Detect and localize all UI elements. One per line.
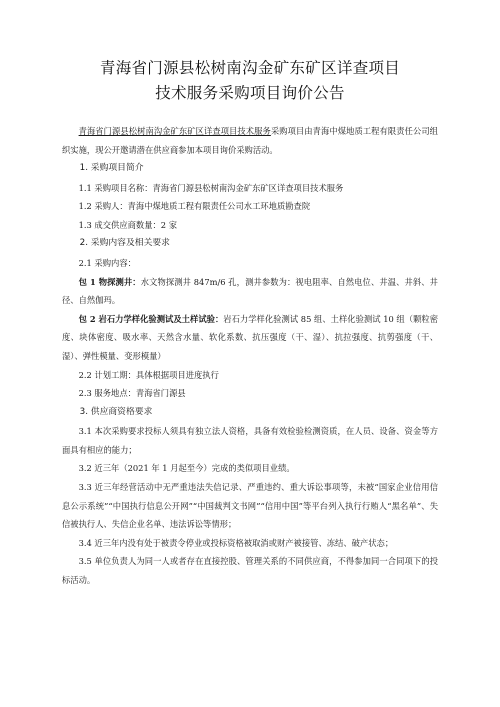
section-1-item-2: 1.2 采购人：青海中煤地质工程有限责任公司水工环地质勘查院 xyxy=(78,201,311,212)
package-1-text: 水文物探测井 847m/6 孔，测井参数为：视电阻率、自然电位、井温、井斜、井径、自然伽玛。 xyxy=(62,276,438,306)
section-3-item-1: 3.1 本次采购要求投标人须具有独立法人资格，具备有效检验检测资质，在人员、设备、资金等方面具有相应的能力； xyxy=(62,426,438,455)
section-1-item-3: 1.3 成交供应商数量：2 家 xyxy=(78,219,178,230)
section-3-item-4: 3.4 近三年内没有处于被责令停业或投标资格被取消或财产被接管、冻结、破产状态； xyxy=(78,537,394,548)
intro-project-name: 青海省门源县松树南沟金矿东矿区详查项目技术服务 xyxy=(78,126,271,136)
section-1-item-1: 1.1 采购项目名称：青海省门源县松树南沟金矿东矿区详查项目技术服务 xyxy=(78,182,344,193)
section-2-item-1: 2.1 采购内容： xyxy=(78,257,136,268)
section-1-heading: 1. 采购项目简介 xyxy=(79,163,144,174)
document-title-line-1: 青海省门源县松树南沟金矿东矿区详查项目 xyxy=(99,59,401,77)
intro-paragraph xyxy=(62,122,438,159)
package-1-paragraph xyxy=(62,273,438,310)
package-2-label: 包 2 岩石力学样化验测试及土样试验： xyxy=(78,313,224,324)
section-2-item-2: 2.2 计划工期：具体根据项目进度执行 xyxy=(78,369,219,380)
section-3-item-5: 3.5 单位负责人为同一人或者存在直接控股、管理关系的不同供应商，不得参加同一合同项下的投标活动。 xyxy=(62,556,438,585)
section-3-item-2: 3.2 近三年（2021 年 1 月起至今）完成的类似项目业绩。 xyxy=(78,463,295,474)
package-1-label: 包 1 物探测井： xyxy=(78,276,141,287)
package-2-text: 岩石力学样化验测试 85 组、土样化验测试 10 组（颗粒密度、块体密度、吸水率、天然含水量、软化系数、抗压强度（干、湿）、抗拉强度、抗剪强度（干、湿）、弹性模量、变形模量） xyxy=(62,313,438,361)
package-2-paragraph xyxy=(62,310,438,366)
section-2-item-3: 2.3 服务地点：青海省门源县 xyxy=(78,388,186,399)
section-2-heading: 2. 采购内容及相关要求 xyxy=(79,238,170,249)
section-3-item-3: 3.3 近三年经营活动中无严重违法失信记录、严重违约、重大诉讼事项等，未被“国家企业信用信息公示系统”“中国执行信息公开网”“中国裁判文书网”“信用中国”等平台列入执行行贿人“黑名单”、失信被执行人、失信企业名单、违法诉讼等情形； xyxy=(62,482,438,530)
intro-text: 采购项目由青海中煤地质工程有限责任公司组织实施，现公开邀请潜在供应商参加本项目询价采购活动。 xyxy=(62,126,438,155)
title-block xyxy=(62,56,438,106)
document-title-line-2: 技术服务采购项目询价公告 xyxy=(155,84,345,102)
section-3-heading: 3. 供应商资格要求 xyxy=(79,406,153,417)
